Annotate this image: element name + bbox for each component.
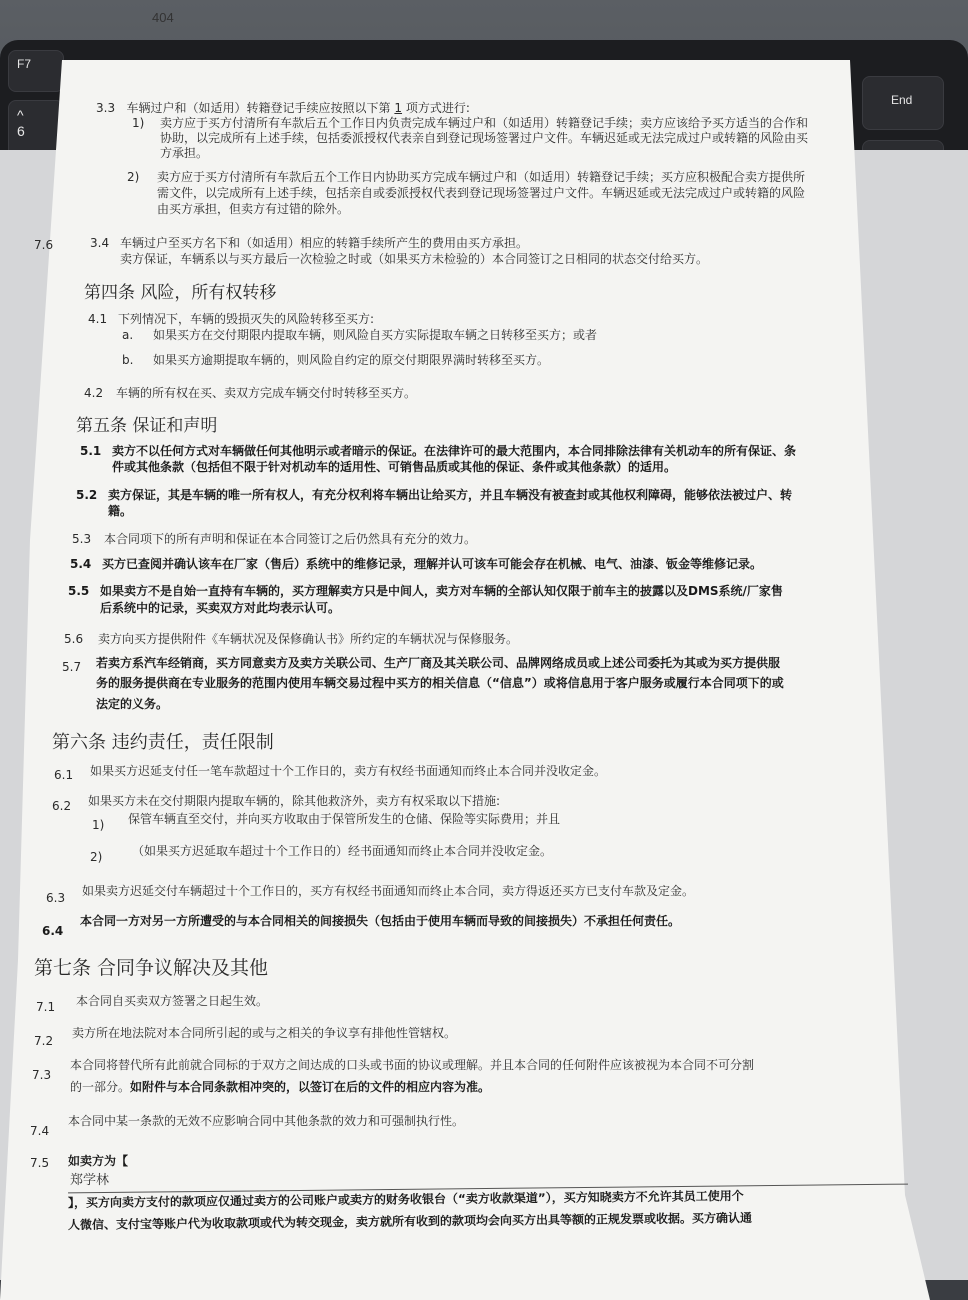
item-text: 方承担。	[160, 146, 209, 160]
clause-number: 5.6	[64, 632, 84, 646]
clause-number: 6.3	[46, 891, 66, 905]
clause-text: 籍。	[108, 504, 133, 518]
item-number: a.	[122, 328, 134, 342]
clause-number: 3.3	[96, 101, 116, 115]
clause-text: 下列情况下，车辆的毁损灭失的风险转移至买方:	[118, 312, 375, 326]
clause-number: 7.1	[36, 1000, 56, 1014]
clause-number: 5.5	[68, 584, 90, 598]
clause-text: 务的服务提供商在专业服务的范围内使用车辆交易过程中买方的相关信息（“信息”）或将信息用于客户服务或履行本合同项下的或	[96, 676, 784, 690]
clause-number: 5.7	[62, 660, 82, 674]
clause-number: 4.1	[88, 312, 108, 326]
clause-text: 后系统中的记录，买卖双方对此均表示认可。	[100, 601, 341, 615]
item-text: 如果买方逾期提取车辆的，则风险自约定的原交付期限界满时转移至买方。	[153, 353, 550, 367]
clause-text: 项方式进行:	[405, 101, 470, 115]
clause-number: 6.1	[54, 768, 74, 782]
article-4-heading: 第四条 风险，所有权转移	[84, 283, 277, 303]
clause-text: 本合同项下的所有声明和保证在本合同签订之后仍然具有充分的效力。	[104, 532, 477, 546]
clause-text: 买方已查阅并确认该车在厂家（售后）系统中的维修记录，理解并认可该车可能会存在机械、电气、油漆、钣金等维修记录。	[102, 557, 763, 571]
article-5-heading: 第五条 保证和声明	[76, 416, 218, 436]
clause-number: 6.4	[42, 924, 64, 938]
item-number: 2)	[90, 850, 103, 864]
item-number: 1)	[92, 818, 105, 832]
clause-number: 6.2	[52, 799, 72, 813]
clause-3-3	[96, 101, 470, 115]
item-text: 由买方承担，但卖方有过错的除外。	[157, 202, 350, 216]
clause-text: 如果卖方不是自始一直持有车辆的，买方理解卖方只是中间人，卖方对车辆的全部认知仅限于前车主的披露以及DMS系统/厂家售	[100, 584, 783, 598]
item-text: 如果买方在交付期限内提取车辆，则风险自买方实际提取车辆之日转移至买方；或者	[153, 328, 598, 342]
item-text: 协助，以完成所有上述手续，包括委派授权代表亲自到登记现场签署过户文件。车辆迟延或无法完成过户或转籍的风险由买	[160, 131, 809, 145]
clause-text: 卖方所在地法院对本合同所引起的或与之相关的争议享有排他性管辖权。	[72, 1026, 457, 1040]
clause-text-bold: 如附件与本合同条款相冲突的，以签订在后的文件的相应内容为准。	[130, 1080, 491, 1094]
item-number: 1)	[132, 116, 145, 130]
clause-text: 的一部分。	[70, 1080, 131, 1094]
clause-text: 本合同一方对另一方所遭受的与本合同相关的间接损失（包括由于使用车辆而导致的间接损失）不承担任何责任。	[80, 914, 681, 928]
handwritten-seller-name: 郑学林	[70, 1173, 110, 1188]
margin-fragment: 7.6	[34, 238, 54, 252]
clause-text: 卖方不以任何方式对车辆做任何其他明示或者暗示的保证。在法律许可的最大范围内，本合同排除法律有关机动车的所有保证、条	[112, 444, 797, 458]
clause-text: 本合同中某一条款的无效不应影响合同中其他条款的效力和可强制执行性。	[68, 1114, 465, 1128]
key-label: End	[891, 93, 913, 107]
option-choice: 1	[394, 101, 403, 115]
clause-text: 车辆的所有权在买、卖双方完成车辆交付时转移至买方。	[116, 386, 417, 400]
clause-number: 7.2	[34, 1034, 54, 1048]
clause-text: 卖方保证，其是车辆的唯一所有权人，有充分权利将车辆出让给买方，并且车辆没有被查封或其他权利障碍，能够依法被过户、转	[108, 488, 793, 502]
clause-text: 车辆过户至买方名下和（如适用）相应的转籍手续所产生的费用由买方承担。	[120, 236, 529, 250]
clause-text: 件或其他条款（包括但不限于针对机动车的适用性、可销售品质或其他的保证、条件或其他条款）的适用。	[112, 460, 677, 474]
clause-number: 5.2	[76, 488, 98, 502]
clause-number: 7.4	[30, 1124, 50, 1138]
clause-text: 本合同将替代所有此前就合同标的于双方之间达成的口头或书面的协议或理解。并且本合同的任何附件应该被视为本合同不可分割	[70, 1058, 755, 1072]
clause-number: 5.3	[72, 532, 92, 546]
item-text: 卖方应于买方付清所有车款后五个工作日内负责完成车辆过户和（如适用）转籍登记手续；卖方应该给予买方适当的合作和	[160, 116, 809, 130]
key-label: F7	[17, 57, 32, 71]
page-number-label: 404	[152, 10, 174, 25]
clause-number: 5.4	[70, 557, 92, 571]
clause-text: 车辆过户和（如适用）转籍登记手续应按照以下第	[126, 101, 391, 115]
clause-text: 】，买方向卖方支付的款项应仅通过卖方的公司账户或卖方的财务收银台（“卖方收款渠道”），买方知晓卖方不允许其员工使用个	[67, 1188, 744, 1210]
key-label: ^ 6	[17, 107, 25, 139]
article-7-heading: 第七条 合同争议解决及其他	[34, 957, 269, 979]
clause-text: 若卖方系汽车经销商，买方同意卖方及卖方关联公司、生产厂商及其关联公司、品牌网络成员或上述公司委托为其或为买方提供服	[96, 656, 781, 670]
clause-text: 本合同自买卖双方签署之日起生效。	[76, 994, 269, 1008]
clause-text: 如果卖方迟延交付车辆超过十个工作日的，买方有权经书面通知而终止本合同，卖方得返还买方已支付车款及定金。	[82, 884, 695, 898]
item-text: 卖方应于买方付清所有车款后五个工作日内协助买方完成车辆过户和（如适用）转籍登记手续；买方应积极配合卖方提供所	[157, 170, 806, 184]
clause-text: 卖方保证，车辆系以与买方最后一次检验之时或（如果买方未检验的）本合同签订之日相同的状态交付给买方。	[120, 252, 709, 266]
item-text: 需文件，以完成所有上述手续，包括亲自或委派授权代表到登记现场签署过户文件。车辆迟延或无法完成过户或转籍的风险	[157, 186, 806, 200]
clause-number: 7.5	[30, 1156, 50, 1170]
clause-number: 3.4	[90, 236, 110, 250]
clause-text: 人微信、支付宝等账户代为收取款项或代为转交现金，卖方就所有收到的款项均会向买方出具等额的正规发票或收据。买方确认通	[67, 1210, 753, 1232]
item-number: b.	[122, 353, 134, 367]
item-text: （如果买方迟延取车超过十个工作日的）经书面通知而终止本合同并没收定金。	[132, 844, 553, 858]
clause-number: 7.3	[32, 1068, 52, 1082]
clause-text: 如果买方迟延支付任一笔车款超过十个工作日的，卖方有权经书面通知而终止本合同并没收定金。	[90, 764, 607, 778]
item-text: 保管车辆直至交付，并向买方收取由于保管所发生的仓储、保险等实际费用；并且	[128, 812, 561, 826]
clause-number: 5.1	[80, 444, 102, 458]
clause-text: 法定的义务。	[96, 697, 169, 711]
clause-text: 如果买方未在交付期限内提取车辆的，除其他救济外，卖方有权采取以下措施:	[88, 794, 501, 808]
clause-text-line	[70, 1080, 490, 1094]
clause-text: 卖方向买方提供附件《车辆状况及保修确认书》所约定的车辆状况与保修服务。	[98, 632, 519, 646]
seller-label: 如卖方为【	[68, 1154, 129, 1168]
article-6-heading: 第六条 违约责任，责任限制	[52, 732, 274, 753]
clause-number: 4.2	[84, 386, 104, 400]
item-number: 2)	[127, 170, 140, 184]
